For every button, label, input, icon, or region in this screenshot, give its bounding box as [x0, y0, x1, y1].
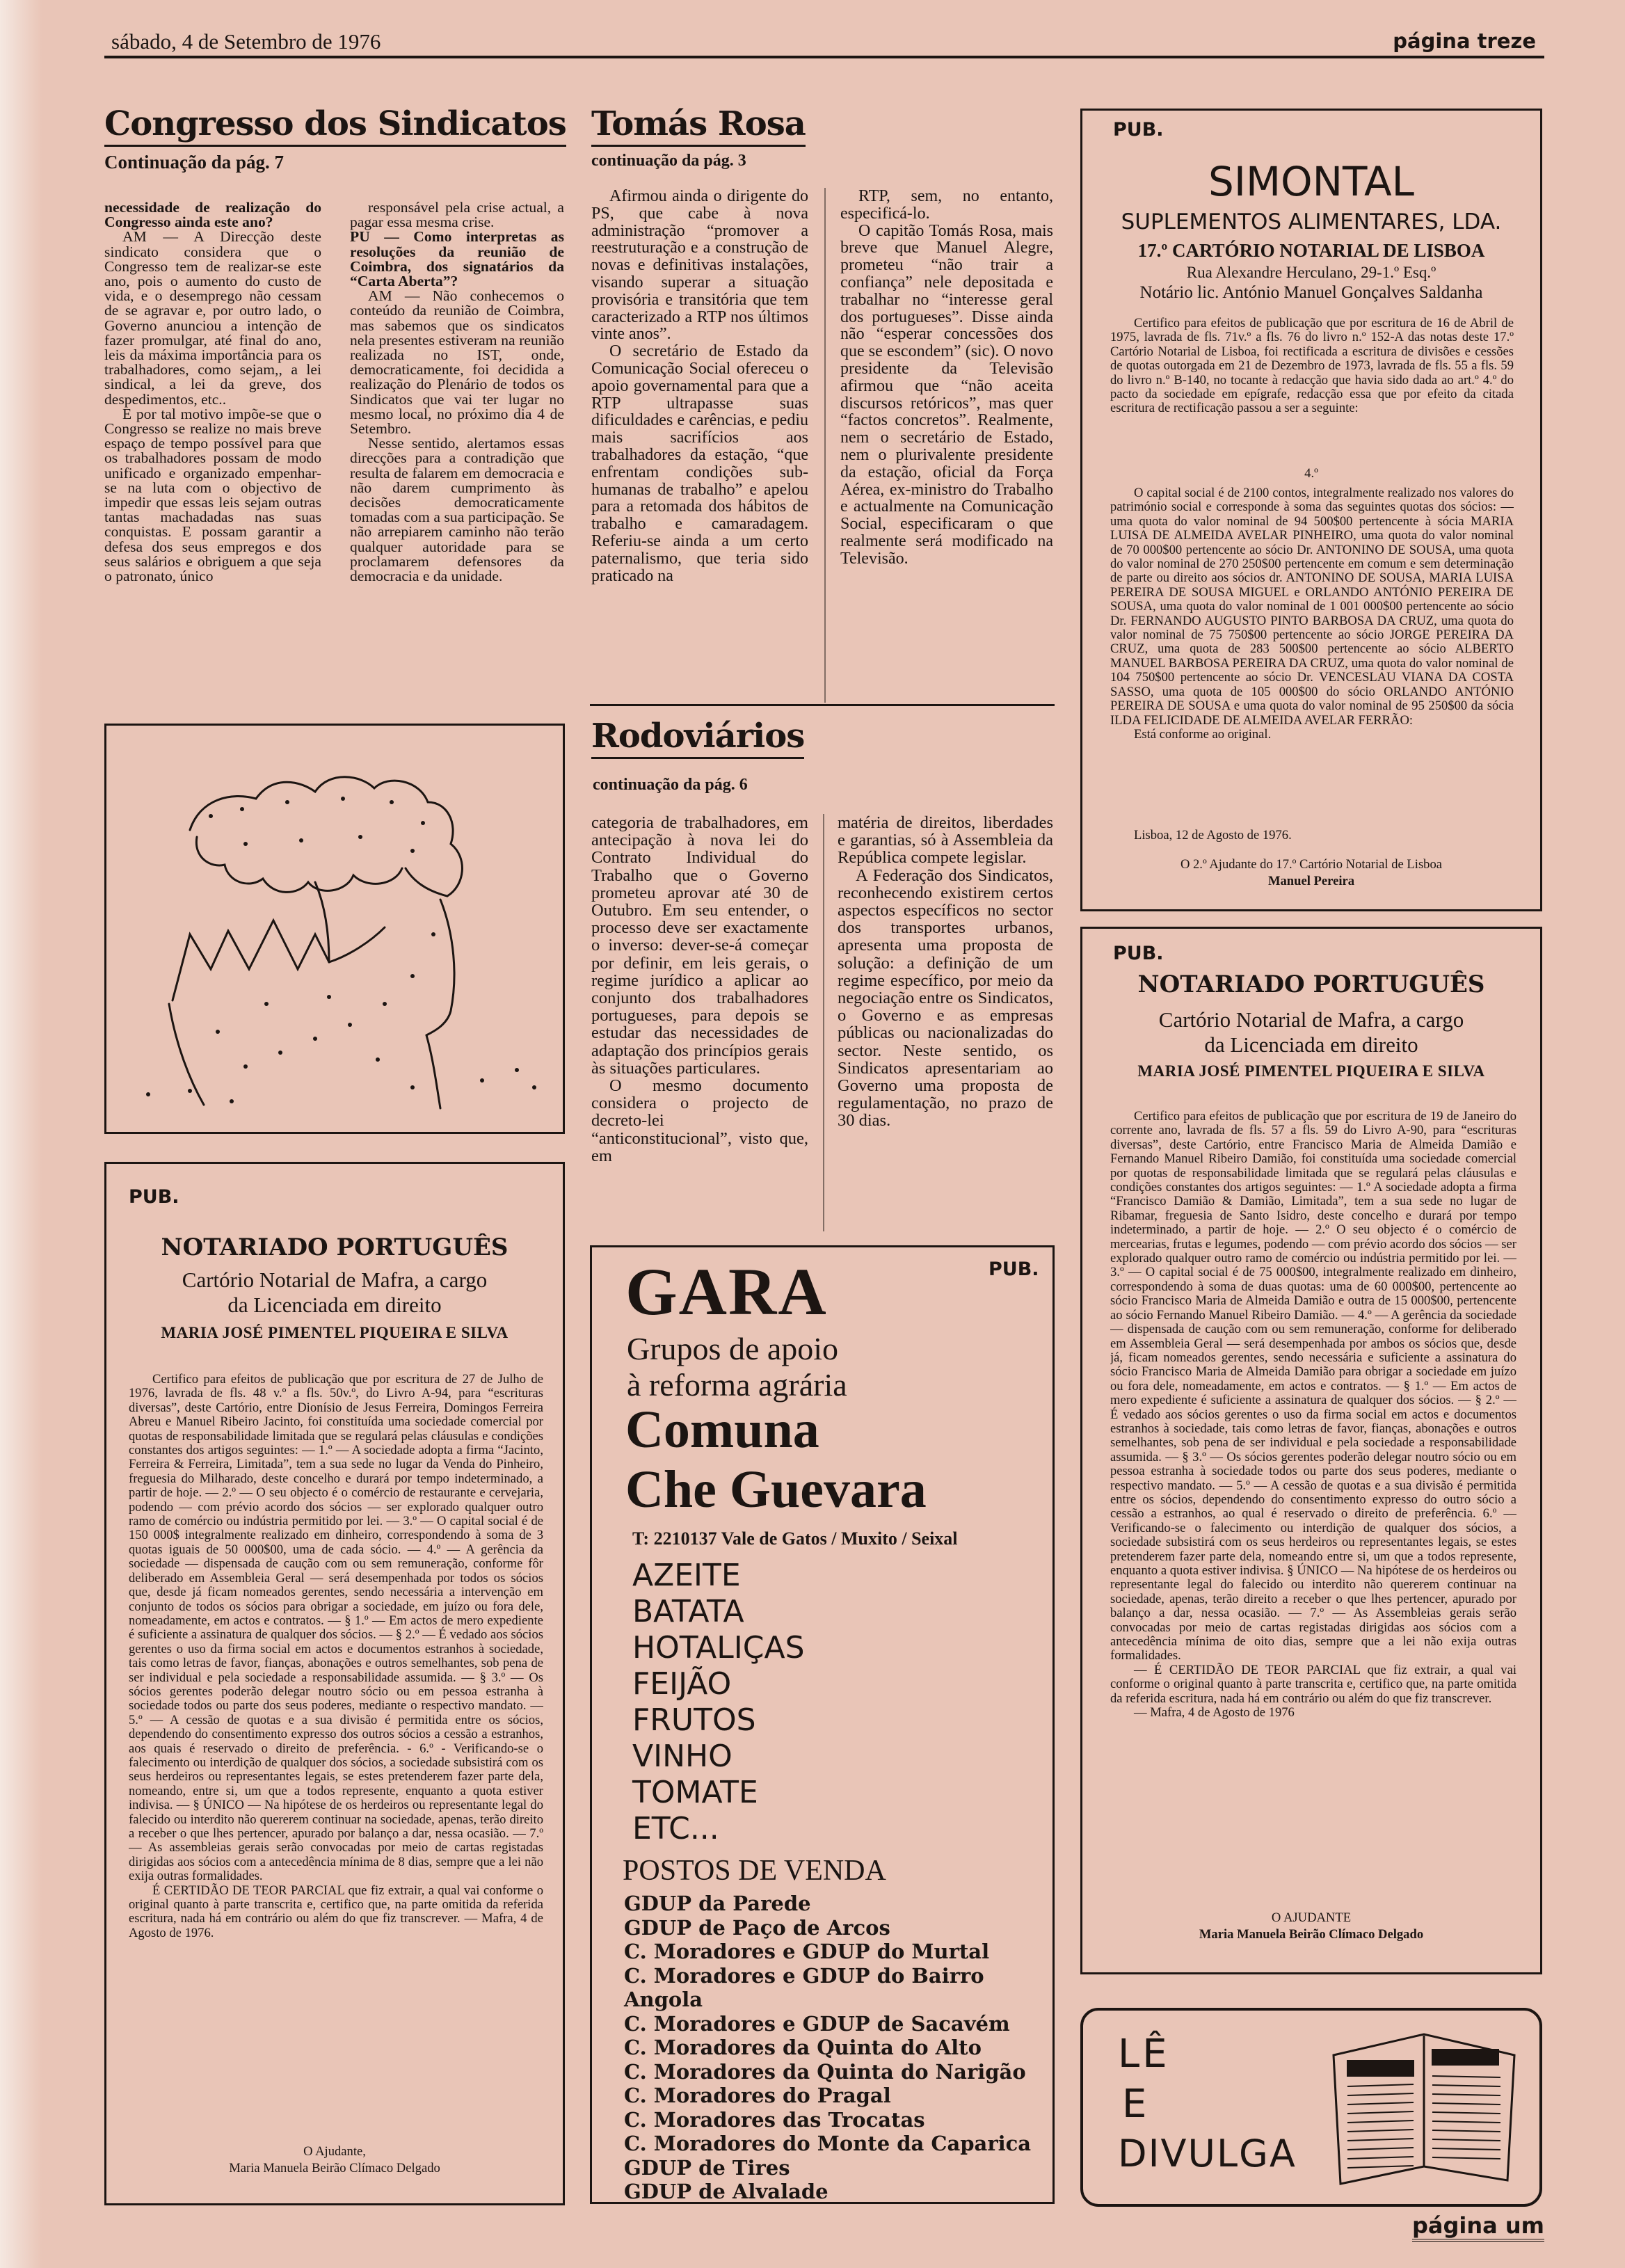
product-item: FRUTOS: [632, 1702, 756, 1738]
ad-simontal-address: Rua Alexandre Herculano, 29-1.º Esq.º: [1186, 264, 1436, 281]
tomas-column-1: [591, 188, 808, 703]
congresso-column-2: [350, 200, 564, 708]
ad-notariado-left-pub-label: PUB.: [129, 1186, 179, 1208]
le-divulga-line-3: DIVULGA: [1118, 2132, 1297, 2175]
newspaper-icon: [1320, 2027, 1528, 2191]
ad-notariado-left: [104, 1162, 565, 2205]
ad-notariado-right-subtitle-1: Cartório Notarial de Mafra, a cargo: [1158, 1007, 1464, 1032]
ad-gara-comuna: Comuna: [625, 1400, 819, 1459]
paragraph: A Federação dos Sindicatos, reconhecendo existirem certos aspectos específicos no sector dos transportes urbanos, apresenta uma proposta de solução: a definição de um regime específico, por meio da negociação entre os Sindicatos, o Governo e as empresas públicas ou nacionalizadas do sector. Neste sentido, os Sindicatos apresentariam ao Governo uma proposta de regulamentação, no prazo de 30 dias.: [838, 865, 1053, 1131]
posto-item: GDUP de Paço de Arcos: [624, 1915, 890, 1940]
paragraph: O secretário de Estado da Comunicação Social ofereceu o apoio governamental para que a RTP ultrapasse suas dificuldades e carências, e pediu mais sacrifícios aos trabalhadores da estação, “que enfrentam condições sub-humanas de trabalho” e apelou para a retomada dos hábitos de trabalho e camaradagem. Referiu-se ainda a um certo paternalismo, que teria sido praticado na: [591, 342, 808, 585]
rodoviarios-column-divider: [823, 814, 824, 1231]
ad-simontal-notario: Notário lic. António Manuel Gonçalves Saldanha: [1139, 283, 1483, 302]
header-date: sábado, 4 de Setembro de 1976: [111, 29, 381, 54]
rodoviarios-column-2: [838, 814, 1053, 1237]
paragraph: AM — Não conhecemos o conteúdo da reunião de Coimbra, mas sabemos que os sindicatos nela presentes estiveram na reunião realizada no IST, onde, democraticamente, foi decidida a realização do Plenário de todos os Sindicatos que vai ter lugar no mesmo local, no próximo dia 4 de Setembro.: [350, 287, 564, 438]
posto-item: C. Moradores e GDUP do Bairro Angola: [624, 1963, 984, 2011]
rodoviarios-title: Rodoviários: [591, 717, 804, 759]
tomas-continuation: continuação da pág. 3: [591, 152, 746, 170]
ad-notariado-left-signature-name: Maria Manuela Beirão Clímaco Delgado: [229, 2162, 440, 2175]
ad-simontal-date: Lisboa, 12 de Agosto de 1976.: [1134, 829, 1292, 842]
posto-item: GDUP de Tires: [624, 2155, 790, 2180]
paragraph: Afirmou ainda o dirigente do PS, que cabe à nova administração “promover a reestruturação e a construção de novas e definitivas instalações, visando superar a situação provisória e transitória que tem caracterizado a RTP nos últimos vinte anos”.: [591, 188, 808, 344]
fist-sketch-illustration: [106, 726, 563, 1132]
paragraph: responsável pela crise actual, a pagar essa mesma crise.: [350, 200, 564, 231]
ad-notariado-right-title: NOTARIADO PORTUGUÊS: [1137, 971, 1485, 998]
ad-notariado-left-subtitle-1: Cartório Notarial de Mafra, a cargo: [182, 1268, 488, 1292]
paragraph: O mesmo documento considera o projecto de decreto-lei “anticonstitucional”, visto que, em: [591, 1076, 808, 1165]
ad-gara-postos-list: [624, 1892, 1052, 2204]
product-item: BATATA: [632, 1594, 744, 1629]
posto-item: C. Moradores da Quinta do Alto: [624, 2036, 982, 2059]
ad-notariado-left-name: MARIA JOSÉ PIMENTEL PIQUEIRA E SILVA: [161, 1324, 509, 1341]
ad-notariado-right-body: [1110, 1110, 1516, 1882]
ad-gara-che-guevara: Che Guevara: [625, 1460, 927, 1519]
paragraph: Certifico para efeitos de publicação que por escritura de 19 de Janeiro do corrente ano, lavrada de fls. 57 a fls. 59 do Livro A-90, para “escrituras diversas”, deste Cartório, entre Francisco Maria de Almeida Damião e Fernando Manuel Ribeiro Damião, foi constituída uma sociedade comercial por quotas de responsabilidade limitada que se regulará pelas cláusulas e condições constantes dos artigos seguintes: — 1.º A sociedade adopta a firma “Francisco Damião & Damião, Limitada”, tem a sua sede no lugar de Ribamar, freguesia de Santo Isidro, deste concelho e durará por tempo indeterminado, a partir de hoje. — 2.º O seu objecto é o comércio de mercearias, frutas e legumes, podendo — com prévio acordo dos sócios — ser explorado qualquer outro ramo de comércio ou indústria permitido por lei. — 3.º — O capital social é de 75 000$00, integralmente realizado em dinheiro, correspondendo à soma de duas quotas: uma de 60 000$00, pertencente ao sócio Francisco Maria de Almeida Damião e outra de 15 000$00, pertencente ao sócio Fernando Manuel Ribeiro Damião. — 4.º — A gerência da sociedade — dispensada de caução com ou sem remuneração, conforme for deliberado em Assembleia Geral — será desempenhada por ambos os sócios que, desde já, ficam nomeados gerentes, sendo necessária e suficiente a assinatura do sócio Francisco Maria de Almeida Damião para obrigar a sociedade em juízo ou fora dele, nomeadamente, em actos e contratos. — § 1.º — Em actos de mero expediente é suficiente a assinatura de qualquer dos sócios. — § 2.º — É vedado aos sócios gerentes o uso da firma social em actos e documentos estranhos à sociedade, tais como letras de favor, fianças, abonações e outros semelhantes, sob pena de ser individual e pela sociedade a responsabilidade assumida. — § 3.º — Os sócios gerentes poderão delegar noutro sócio ou em pessoa estranha à sociedade todos ou parte dos seus poderes, mediante o respectivo mandato. — 5.º — A cessão de quotas e a sua divisão é permitida entre os sócios, dependendo do consentimento expresso do outro sócio a cessão a estranhos, ao qual é reservado o direito de preferência. 6.º — Verificando-se o falecimento ou interdição de qualquer dos sócios, a sociedade subsistirá com os seus herdeiros ou representantes legais, se estes pretenderem fazer parte dela, nomeando entre si, um que a todos represente, enquanto a quota estiver indivisa. § ÚNICO — Na hipótese de os herdeiros ou representante legal do falecido ou interdito não quererem continuar na sociedade, apenas, terão direito a receber o que lhes pertencer, apurado por balanço a dar, nessa ocasião. — 7.º — As Assembleias gerais serão convocadas por meio de cartas registadas dirigidas aos sócios com a antecedência mínima de oito dias, sempre que a lei não exija outras formalidades.: [1110, 1110, 1516, 1663]
tomas-column-2: [840, 188, 1053, 703]
congresso-continuation: Continuação da pág. 7: [104, 152, 285, 173]
ad-notariado-right-signature-name: Maria Manuela Beirão Clímaco Delgado: [1199, 1928, 1424, 1942]
paragraph: PU — Como interpretas as resoluções da reunião de Coimbra, dos signatários da “Carta Aberta”?: [350, 228, 564, 290]
ad-simontal-signature-name: Manuel Pereira: [1267, 875, 1355, 888]
ad-gara-pub-label: PUB.: [988, 1259, 1039, 1280]
ad-notariado-right-subtitle-2: da Licenciada em direito: [1204, 1032, 1418, 1057]
paragraph: matéria de direitos, liberdades e garantias, só à Assembleia da República compete legislar.: [838, 814, 1053, 868]
posto-item: C. Moradores do Monte da Caparica: [624, 2132, 1032, 2155]
posto-item: C. Moradores e GDUP de Sacavém: [624, 2011, 1010, 2036]
posto-item: GDUP de Alvalade: [624, 2180, 828, 2203]
posto-item: C. Moradores do Pragal: [624, 2084, 891, 2107]
tomas-column-divider: [824, 188, 826, 703]
ad-notariado-left-signature-title: O Ajudante,: [303, 2145, 366, 2159]
product-item: AZEITE: [632, 1558, 741, 1593]
illustration-box: [104, 724, 565, 1134]
rodoviarios-column-1: [591, 814, 808, 1237]
le-divulga-line-2: E: [1122, 2082, 1147, 2127]
ad-notariado-left-subtitle-2: da Licenciada em direito: [227, 1293, 442, 1317]
page-binding-edge: [0, 0, 42, 2268]
posto-item: C. Moradores da Quinta do Narigão: [624, 2059, 1026, 2084]
paragraph: necessidade de realização do Congresso ainda este ano?: [104, 200, 321, 231]
product-item: ETC...: [632, 1811, 719, 1846]
header-page-number: página treze: [1393, 29, 1536, 53]
ad-notariado-right: [1080, 927, 1542, 1974]
tomas-bottom-rule: [590, 704, 1055, 706]
ad-gara-line-1: Grupos de apoio: [627, 1331, 839, 1366]
ad-gara-product-list: [632, 1558, 805, 1847]
ad-simontal: [1080, 109, 1542, 911]
ad-notariado-left-body: [129, 1373, 543, 2082]
footer-page-label: página um: [1412, 2212, 1544, 2242]
ad-notariado-left-title: NOTARIADO PORTUGUÊS: [161, 1233, 509, 1261]
congresso-column-1: [104, 200, 321, 708]
posto-item: C. Moradores e GDUP do Murtal: [624, 1940, 990, 1963]
paragraph: É CERTIDÃO DE TEOR PARCIAL que fiz extrair, a qual vai conforme o original quanto à parte transcrita e, certifico que, na parte omitida da referida escritura, nada há em contrário ou além do que fiz transcrever. — Mafra, 4 de Agosto de 1976.: [129, 1883, 543, 1940]
ad-simontal-body-2: O capital social é de 2100 contos, integralmente realizado nos valores do património social e corresponde à soma das seguintes quotas dos sócios: — uma quota do valor nominal de 94 500$00 pertencente à sócia MARIA LUISA DE ALMEIDA AVELAR PINHEIRO, uma quota do valor nominal de 70 000$00 pertencente ao sócio Dr. ANTONINO DE SOUSA, uma quota do valor nominal de 270 250$00 pertencente em comum e sem determinação de parte ou direito aos sócios dr. ANTONINO DE SOUSA, MARIA LUISA PEREIRA DE SOUSA MIGUEL e ORLANDO ANTÓNIO PEREIRA DE SOUSA, uma quota do valor nominal de 1 001 000$00 pertencente ao sócio Dr. FERNANDO AUGUSTO PINTO BARBOSA DA CRUZ, uma quota do valor nominal de 75 750$00 pertencente ao sócio JORGE PEREIRA DA CRUZ, uma quota de 283 500$00 pertencente ao sócio ALBERTO MANUEL BARBOSA PEREIRA DA CRUZ, uma quota do valor nominal de 104 750$00 pertencente ao sócio Dr. VENCESLAU VIANA DA COSTA SASSO, uma quota de 105 000$00 do sócio ORLANDO ANTÓNIO PEREIRA DE SOUSA e uma quota do valor nominal de 95 250$00 da sócia ILDA FELICIDADE DE ALMEIDA AVELAR FERRÃO: Está conforme ao original.: [1110, 486, 1514, 742]
product-item: TOMATE: [632, 1775, 758, 1810]
ad-gara: [590, 1245, 1055, 2204]
ad-simontal-cartorio: 17.º CARTÓRIO NOTARIAL DE LISBOA: [1137, 240, 1485, 261]
le-divulga-box: [1080, 2008, 1542, 2207]
ad-gara-postos-title: POSTOS DE VENDA: [623, 1855, 886, 1887]
paragraph: — Mafra, 4 de Agosto de 1976: [1134, 1705, 1295, 1720]
ad-simontal-signature-title: O 2.º Ajudante do 17.º Cartório Notarial de Lisboa: [1180, 858, 1443, 872]
paragraph: AM — A Direcção deste sindicato considera que o Congresso tem de realizar-se este ano, pois o aumento do custo de vida, e o desemprego não cessam de se agravar e, por outro lado, o Governo anunciou a intenção de fazer promulgar, até final do ano, leis da máxima importância para os trabalhadores, como sejam,, a lei sindical, a lei da greve, dos despedimentos, etc..: [104, 228, 321, 408]
paragraph: Nesse sentido, alertamos essas direcções para a contradição que resulta de falarem em democracia e não darem cumprimento às decisões democraticamente tomadas com a sua participação. Se não arrepiarem caminho não terão qualquer autoridade para se proclamarem defensores da democracia e da unidade.: [350, 435, 564, 585]
ad-simontal-article: 4.º: [1304, 467, 1318, 481]
ad-simontal-title: SIMONTAL: [1208, 158, 1414, 205]
ad-simontal-subtitle: SUPLEMENTOS ALIMENTARES, LDA.: [1121, 209, 1502, 234]
paragraph: categoria de trabalhadores, em antecipação à nova lei do Contrato Individual do Trabalho que o Governo prometeu aprovar até 30 de Outubro. Em seu entender, o processo deve ser exactamente o inverso: dever-se-á começar por definir, em leis gerais, o regime jurídico a aplicar ao conjunto dos trabalhadores portugueses, para depois se estudar das necessidades de adaptação dos princípios gerais às situações particulares.: [591, 814, 808, 1078]
ad-gara-title: GARA: [625, 1254, 828, 1329]
header-rule: [104, 56, 1544, 58]
ad-simontal-body-1: Certifico para efeitos de publicação que por escritura de 16 de Abril de 1975, lavrada de fls. 71v.º a fls. 76 do livro n.º 152-A das notas deste 17.º Cartório Notarial de Lisboa, foi rectificada a escritura de divisões e cessões de quotas outorgada em 21 de Dezembro de 1973, lavrada de fls. 55 a fls. 59 do livro n.º B-140, no tocante à redacção que havia sido dada ao art.º 4.º do pacto da sociedade em epígrafe, redacção essa que por efeito da citada escritura de rectificação passou a ser a seguinte:: [1110, 317, 1514, 416]
paragraph: Certifico para efeitos de publicação que por escritura de 27 de Julho de 1976, lavrada de fls. 48 v.º a fls. 50v.º, do Livro A-94, para “escrituras diversas”, deste Cartório, entre Dionísio de Jesus Ferreira, Domingos Ferreira Abreu e Manuel Ribeiro Jacinto, foi constituída uma sociedade comercial por quotas de responsabilidade limitada que se regulará pelas cláusulas e condições constantes dos artigos seguintes: — 1.º — A sociedade adopta a firma “Jacinto, Ferreira & Ferreira, Limitada”, tem a sua sede no lugar da Venda do Pinheiro, freguesia do Milharado, deste concelho e durará por tempo indeterminado, a partir de hoje. — 2.º — O seu objecto é o comércio de restaurante e cervejaria, podendo — com prévio acordo dos sócios — ser explorado qualquer outro ramo de comércio ou indústria permitido por lei. — 3.º — O capital social é de 150 000$ integralmente realizado em dinheiro, correspondendo à soma de 3 quotas iguais de 50 000$00, uma de cada sócio. — 4.º — A gerência da sociedade — dispensada de caução com ou sem remuneração, conforme fôr deliberado em Assembleia Geral — será desempenhada por todos os sócios que, desde já ficam nomeados gerentes, sendo necessária a intervenção em conjunto de todos os sócios para obrigar a sociedade, em juízo ou fora dele, nomeadamente, em actos e contratos. — § 1.º — Em actos de mero expediente é suficiente a assinatura de qualquer dos sócios. — § 2.º — É vedado aos sócios gerentes o uso da firma social em actos e documentos estranhos à sociedade, tais como letras de favor, fianças, abonações e outros semelhantes, sob pena de ser individual e pela sociedade a responsabilidade assumida. — § 3.º — Os sócios gerentes poderão delegar noutro sócio ou em pessoa estranha à sociedade todos ou parte dos seus poderes, mediante o respectivo mandato. — 5.º — A cessão de quotas e a sua divisão é permitida entre os sócios, dependendo do consentimento expresso dos outros sócios a cessão a estranhos, aos quais é reservado o direito de preferência. - 6.º - Verificando-se o falecimento ou interdição de qualquer dos sócios, a sociedade subsistirá com os seus herdeiros ou representantes legais, se estes pretenderem fazer parte dela, nomeando, entre si, um que a todos represente, enquanto a quota estiver indivisa. — § ÚNICO — Na hipótese de os herdeiros ou representante legal do falecido ou interdito não quererem continuar na sociedade, apenas, terão direito a receber o que lhes pertencer, apurado por balanço a dar, nessa ocasião. — 7.º — As assembleias gerais serão convocadas por meio de cartas registadas dirigidas aos sócios com a antecedência mínima de 8 dias, sempre que a lei não exija outras formalidades.: [129, 1373, 543, 1884]
congresso-title: Congresso dos Sindicatos: [104, 104, 566, 147]
ad-notariado-right-signature-title: O AJUDANTE: [1271, 1911, 1352, 1925]
paragraph: E por tal motivo impõe-se que o Congresso se realize no mais breve espaço de tempo possível para que os trabalhadores possam de modo unificado e organizado empenhar-se na luta com o objectivo de impedir que essas leis sejam outras tantas machadadas nas suas conquistas. E possam garantir a defesa dos seus empregos e dos seus salários e obriguem a que seja o patronato, único: [104, 405, 321, 585]
ad-gara-line-2: à reforma agrária: [627, 1367, 847, 1403]
posto-item: C. Moradores das Trocatas: [624, 2107, 925, 2132]
ad-notariado-right-pub-label: PUB.: [1113, 943, 1164, 964]
tomas-title: Tomás Rosa: [591, 104, 806, 147]
product-item: VINHO: [632, 1739, 733, 1774]
posto-item: GDUP da Parede: [624, 1892, 811, 1915]
paragraph: RTP, sem, no entanto, especificá-lo.: [840, 188, 1053, 223]
paragraph: — É CERTIDÃO DE TEOR PARCIAL que fiz extrair, a qual vai conforme o original quanto à parte transcrita e, certifico que, na parte omitida da referida escritura, nada há em contrário ou além do que fiz transcrever.: [1110, 1662, 1516, 1706]
le-divulga-line-1: LÊ: [1118, 2031, 1170, 2077]
product-item: FEIJÃO: [632, 1666, 732, 1702]
ad-gara-telephone: T: 2210137 Vale de Gatos / Muxito / Seixal: [632, 1528, 958, 1549]
paragraph: O capitão Tomás Rosa, mais breve que Manuel Alegre, prometeu “não trair a confiança” nele depositada e trabalhar no “interesse geral dos portugueses”. Disse ainda não “esperar concessões dos que se escondem” (sic). O novo presidente da Televisão afirmou que “não aceita discursos retóricos”, mas quer “factos concretos”. Realmente, nem o secretário de Estado, nem o plurivalente presidente da estação, oficial da Força Aérea, ex-ministro do Trabalho e actualmente na Comunicação Social, especificaram o que realmente será modificado na Televisão.: [840, 221, 1053, 568]
ad-simontal-pub-label: PUB.: [1113, 119, 1164, 141]
rodoviarios-continuation: continuação da pág. 6: [593, 776, 748, 794]
product-item: HOTALIÇAS: [632, 1630, 805, 1666]
ad-notariado-right-name: MARIA JOSÉ PIMENTEL PIQUEIRA E SILVA: [1137, 1062, 1485, 1080]
